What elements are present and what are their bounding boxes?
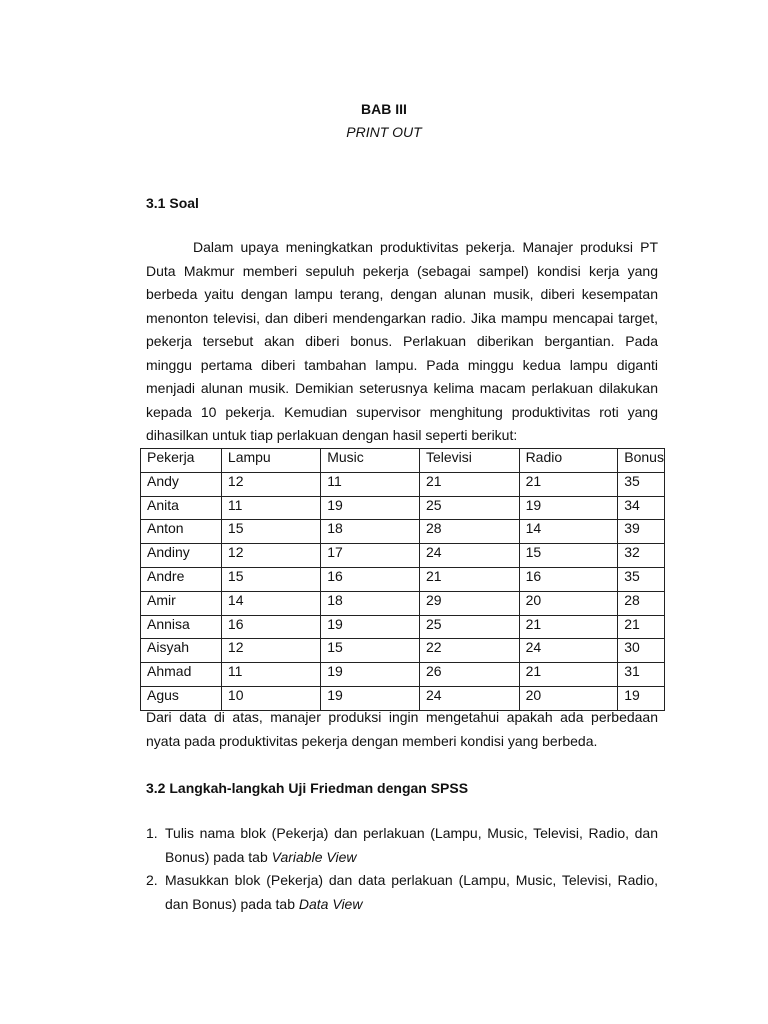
table-cell-value: 25 [419, 496, 519, 520]
table-cell-value: 28 [419, 520, 519, 544]
section-heading-steps: 3.2 Langkah-langkah Uji Friedman dengan SPSS [146, 780, 469, 796]
table-cell-worker: Anita [141, 496, 222, 520]
table-cell-value: 39 [618, 520, 665, 544]
table-cell-value: 18 [321, 520, 420, 544]
table-cell-worker: Aisyah [141, 639, 222, 663]
step-item [146, 869, 658, 916]
table-cell-value: 34 [618, 496, 665, 520]
step-text: Tulis nama blok (Pekerja) dan perlakuan (Lampu, Music, Televisi, Radio, dan [165, 825, 658, 841]
problem-paragraph [146, 236, 658, 448]
table-cell-value: 19 [321, 615, 420, 639]
table-cell-value: 15 [221, 520, 320, 544]
step-text-italic: Data View [298, 895, 363, 912]
table-cell-worker: Andre [141, 567, 222, 591]
table-header-cell: Pekerja [141, 449, 222, 473]
table-cell-value: 11 [321, 472, 420, 496]
table-row [141, 520, 665, 544]
productivity-table [140, 448, 665, 711]
table-cell-value: 12 [221, 639, 320, 663]
table-cell-value: 24 [419, 686, 519, 710]
table-cell-value: 12 [221, 544, 320, 568]
step-item [146, 822, 658, 869]
table-cell-value: 30 [618, 639, 665, 663]
table-cell-value: 32 [618, 544, 665, 568]
step-text-continued [165, 893, 658, 917]
table-cell-value: 18 [321, 591, 420, 615]
chapter-subtitle: PRINT OUT [346, 124, 422, 140]
paragraph-line: pekerja tersebut akan diberi bonus. Perlakuan diberikan bergantian. Pada [146, 333, 658, 349]
table-cell-value: 16 [321, 567, 420, 591]
table-cell-worker: Annisa [141, 615, 222, 639]
table-row [141, 591, 665, 615]
table-cell-value: 26 [419, 663, 519, 687]
table-cell-value: 20 [519, 686, 618, 710]
table-cell-value: 15 [321, 639, 420, 663]
table-cell-value: 15 [519, 544, 618, 568]
table-row [141, 663, 665, 687]
table-cell-value: 24 [419, 544, 519, 568]
table-cell-value: 21 [519, 472, 618, 496]
table-cell-value: 21 [419, 472, 519, 496]
table-row [141, 639, 665, 663]
table-cell-value: 12 [221, 472, 320, 496]
table-cell-value: 19 [519, 496, 618, 520]
step-text-italic: Variable View [271, 848, 357, 865]
table-cell-value: 21 [519, 615, 618, 639]
paragraph-line: berbeda yaitu dengan lampu terang, dengan alunan musik, diberi kesempatan [146, 286, 658, 302]
table-cell-worker: Andy [141, 472, 222, 496]
table-cell-value: 20 [519, 591, 618, 615]
table-cell-value: 19 [321, 663, 420, 687]
table-cell-value: 10 [221, 686, 320, 710]
table-header-cell: Bonus [618, 449, 665, 473]
table-header-cell: Lampu [221, 449, 320, 473]
table-header-cell: Radio [519, 449, 618, 473]
table-cell-value: 35 [618, 567, 665, 591]
table-cell-value: 19 [321, 496, 420, 520]
table-cell-value: 21 [419, 567, 519, 591]
table-row [141, 615, 665, 639]
table-cell-value: 17 [321, 544, 420, 568]
paragraph-line: minggu pertama diberi tambahan lampu. Pada minggu kedua lampu diganti [146, 356, 658, 373]
table-cell-value: 31 [618, 663, 665, 687]
section-heading-soal: 3.1 Soal [146, 195, 199, 211]
table-cell-value: 15 [221, 567, 320, 591]
steps-list [146, 822, 658, 916]
table-cell-value: 25 [419, 615, 519, 639]
table-cell-value: 14 [221, 591, 320, 615]
table-cell-value: 24 [519, 639, 618, 663]
step-number: 2. [146, 872, 158, 888]
table-row [141, 496, 665, 520]
paragraph-line: menjadi alunan musik. Demikian seterusnya kelima macam perlakuan dilakukan [146, 380, 658, 396]
table-cell-value: 11 [221, 663, 320, 687]
table-cell-value: 19 [321, 686, 420, 710]
conclusion-line: Dari data di atas, manajer produksi ingin mengetahui apakah ada perbedaan [146, 709, 658, 725]
step-number: 1. [146, 825, 158, 841]
table-row [141, 472, 665, 496]
conclusion-line: nyata pada produktivitas pekerja dengan memberi kondisi yang berbeda. [146, 732, 598, 749]
table-cell-worker: Andiny [141, 544, 222, 568]
table-cell-value: 11 [221, 496, 320, 520]
table-cell-value: 14 [519, 520, 618, 544]
conclusion-paragraph [146, 706, 658, 753]
table-row [141, 567, 665, 591]
paragraph-line: Duta Makmur memberi sepuluh pekerja (sebagai sampel) kondisi kerja yang [146, 262, 658, 279]
table-cell-worker: Ahmad [141, 663, 222, 687]
table-cell-value: 19 [618, 686, 665, 710]
table-cell-value: 16 [221, 615, 320, 639]
table-body [141, 449, 665, 711]
chapter-title: BAB III [361, 101, 407, 117]
table-cell-worker: Agus [141, 686, 222, 710]
table-cell-worker: Anton [141, 520, 222, 544]
table-cell-value: 21 [519, 663, 618, 687]
table-header-cell: Televisi [419, 449, 519, 473]
table-cell-value: 29 [419, 591, 519, 615]
step-text: Masukkan blok (Pekerja) dan data perlakuan (Lampu, Music, Televisi, Radio, [165, 872, 658, 888]
table-cell-value: 22 [419, 639, 519, 663]
paragraph-line: dihasilkan untuk tiap perlakuan dengan hasil seperti berikut: [146, 427, 518, 443]
table-cell-value: 28 [618, 591, 665, 615]
step-text-plain: dan Bonus) pada tab [165, 895, 299, 912]
step-text-plain: Bonus) pada tab [165, 848, 272, 865]
paragraph-line: menonton televisi, dan diberi mendengarkan radio. Jika mampu mencapai target, [146, 309, 658, 326]
table-cell-worker: Amir [141, 591, 222, 615]
table-header-cell: Music [321, 449, 420, 473]
table-cell-value: 16 [519, 567, 618, 591]
paragraph-line: kepada 10 pekerja. Kemudian supervisor menghitung produktivitas roti yang [146, 403, 658, 420]
table-cell-value: 21 [618, 615, 665, 639]
table-cell-value: 35 [618, 472, 665, 496]
table-header-row [141, 449, 665, 473]
paragraph-line: Dalam upaya meningkatkan produktivitas pekerja. Manajer produksi PT [193, 239, 658, 255]
step-text-continued [165, 846, 658, 870]
table-row [141, 544, 665, 568]
